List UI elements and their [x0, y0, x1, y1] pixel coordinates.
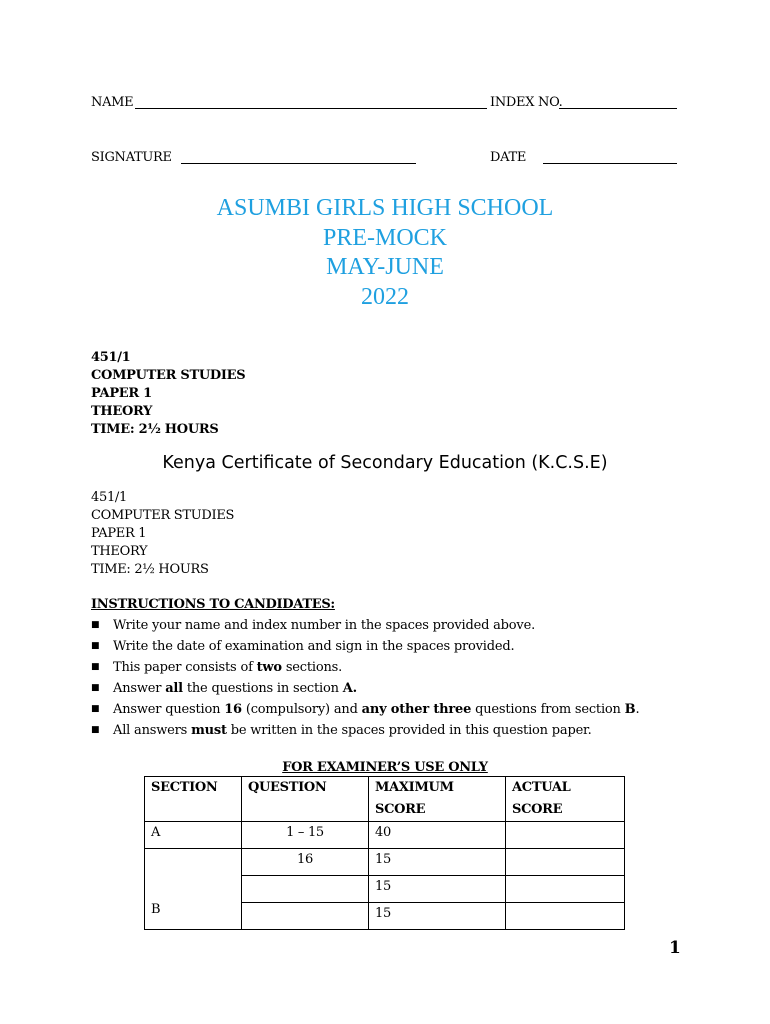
- actual-score-cell[interactable]: [506, 849, 625, 876]
- paper-type: THEORY: [91, 544, 148, 559]
- instruction-item: ■ All answers must be written in the spaces provided in this question paper.: [91, 720, 639, 741]
- section-cell: A: [145, 822, 242, 849]
- instruction-item: ■ This paper consists of two sections.: [91, 657, 639, 678]
- actual-score-cell[interactable]: [506, 876, 625, 903]
- paper-code: 451/1: [91, 490, 127, 505]
- instructions-heading: INSTRUCTIONS TO CANDIDATES:: [91, 597, 335, 612]
- kcse-title: Kenya Certificate of Secondary Education (K.C.S.E): [162, 453, 608, 473]
- date-field[interactable]: [543, 163, 677, 164]
- header-max-score: MAXIMUM SCORE: [369, 777, 506, 822]
- bullet-icon: ■: [91, 620, 100, 630]
- max-score-cell: 15: [369, 903, 506, 930]
- exam-year: 2022: [361, 284, 409, 310]
- instruction-item: ■ Answer all the questions in section A.: [91, 678, 639, 699]
- table-row: [145, 822, 625, 849]
- paper-subject: COMPUTER STUDIES: [91, 368, 246, 383]
- paper-info-bold: [91, 349, 245, 439]
- index-label: INDEX NO.: [490, 95, 563, 110]
- instructions-list: [91, 615, 639, 741]
- max-score-cell: 15: [369, 849, 506, 876]
- examiner-heading: FOR EXAMINER’S USE ONLY: [282, 760, 488, 775]
- instruction-item: ■ Answer question 16 (compulsory) and any other three questions from section B.: [91, 699, 639, 720]
- paper-type: THEORY: [91, 404, 153, 419]
- bullet-icon: ■: [91, 704, 100, 714]
- header-actual-score: ACTUAL SCORE: [506, 777, 625, 822]
- paper-subject: COMPUTER STUDIES: [91, 508, 235, 523]
- question-cell[interactable]: [242, 903, 369, 930]
- signature-label: SIGNATURE: [91, 150, 172, 165]
- name-field[interactable]: [135, 108, 487, 109]
- table-row: [145, 849, 625, 876]
- bullet-icon: ■: [91, 641, 100, 651]
- max-score-cell: 40: [369, 822, 506, 849]
- actual-score-cell[interactable]: [506, 903, 625, 930]
- page-number: 1: [669, 938, 681, 958]
- max-score-cell: 15: [369, 876, 506, 903]
- paper-code: 451/1: [91, 350, 131, 365]
- date-label: DATE: [490, 150, 527, 165]
- paper-info-plain: [91, 489, 234, 579]
- bullet-icon: ■: [91, 662, 100, 672]
- header-question: QUESTION: [242, 777, 369, 822]
- section-cell: B: [145, 849, 242, 930]
- exam-name: PRE-MOCK: [322, 225, 448, 251]
- instruction-item: ■ Write the date of examination and sign in the spaces provided.: [91, 636, 639, 657]
- bullet-icon: ■: [91, 725, 100, 735]
- question-cell[interactable]: [242, 876, 369, 903]
- paper-time: TIME: 2½ HOURS: [91, 562, 209, 577]
- examiner-table: [144, 776, 625, 930]
- paper-number: PAPER 1: [91, 386, 152, 401]
- question-cell: 16: [242, 849, 369, 876]
- school-name: ASUMBI GIRLS HIGH SCHOOL: [216, 195, 554, 221]
- exam-period: MAY-JUNE: [326, 254, 444, 280]
- bullet-icon: ■: [91, 683, 100, 693]
- header-section: SECTION: [145, 777, 242, 822]
- instruction-item: ■ Write your name and index number in the spaces provided above.: [91, 615, 639, 636]
- signature-field[interactable]: [181, 163, 416, 164]
- name-label: NAME: [91, 95, 134, 110]
- paper-number: PAPER 1: [91, 526, 147, 541]
- paper-time: TIME: 2½ HOURS: [91, 422, 219, 437]
- actual-score-cell[interactable]: [506, 822, 625, 849]
- index-field[interactable]: [559, 108, 677, 109]
- question-cell: 1 – 15: [242, 822, 369, 849]
- table-header-row: [145, 777, 625, 822]
